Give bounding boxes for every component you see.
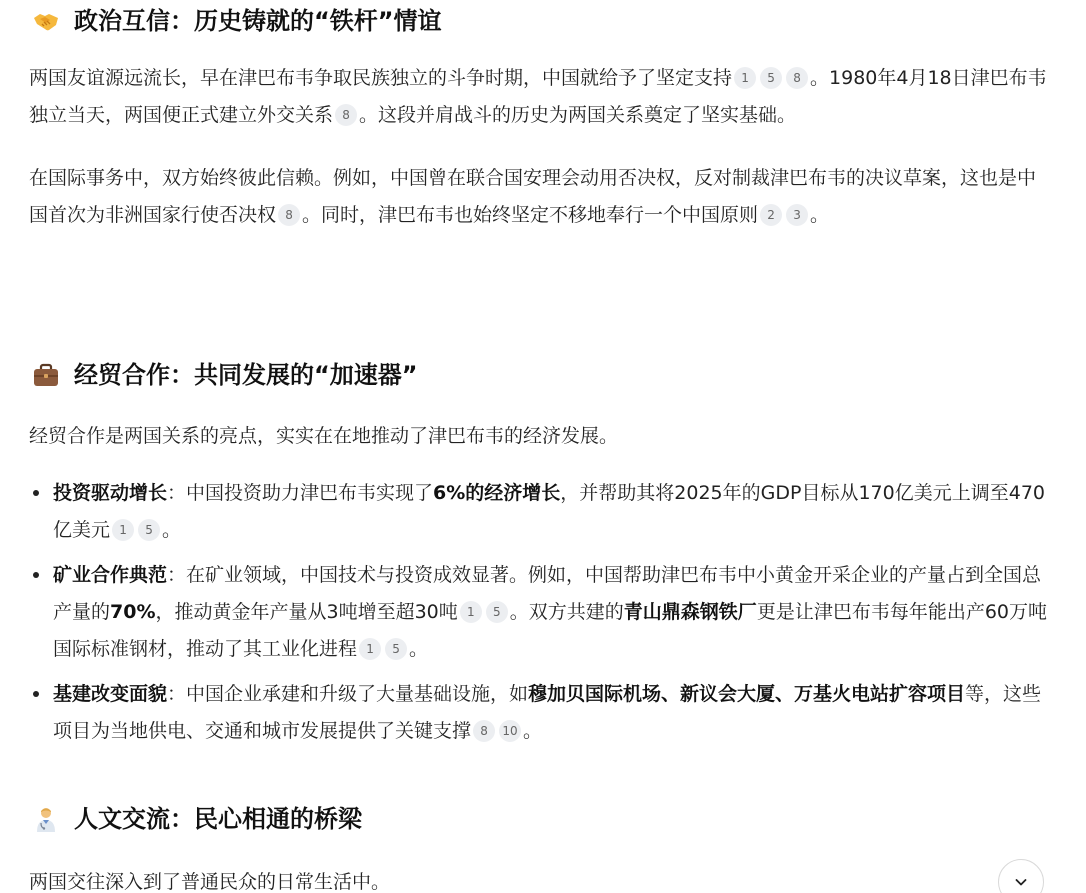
citation-badge[interactable]: 10 (499, 720, 521, 742)
list-item-text: 更是让津巴布韦每年能出产60万吨国际标准钢材，推动了其工业化进程 (53, 601, 1047, 660)
section-political-trust (29, 4, 1049, 234)
list-item-text: 等，这些项目为当地供电、交通和城市发展提供了关键支撑 (53, 683, 1042, 742)
paragraph-text: 两国友谊源远流长，早在津巴布韦争取民族独立的斗争时期，中国就给予了坚定支持 (29, 67, 733, 89)
list-item (29, 475, 1049, 549)
section-heading (29, 802, 1049, 836)
citation-badge[interactable]: 1 (460, 601, 482, 623)
list-item-text: 。双方共建的 (509, 601, 624, 623)
handshake-icon (32, 7, 60, 35)
list-item (29, 676, 1049, 750)
paragraph (29, 160, 1049, 234)
chevron-down-icon (1013, 874, 1029, 890)
section-heading (29, 4, 1049, 38)
list-item-text: 。 (162, 519, 182, 541)
citation-badge[interactable]: 1 (359, 638, 381, 660)
highlight-text: 70% (110, 601, 156, 623)
citation-badge[interactable]: 1 (734, 67, 756, 89)
highlight-text: 青山鼎森钢铁厂 (623, 601, 757, 623)
section-title: 人文交流：民心相通的桥梁 (74, 805, 362, 833)
citation-badge[interactable]: 5 (760, 67, 782, 89)
section-heading (29, 358, 1049, 392)
section-economic-cooperation (29, 358, 1049, 758)
citation-badge[interactable]: 2 (760, 204, 782, 226)
citation-badge[interactable]: 5 (385, 638, 407, 660)
list-item-text: ：在矿业领域，中国技术与投资成效显著。例如，中国帮助津巴布韦中小黄金开采企业的产量占到全国总产量的 (53, 564, 1042, 623)
paragraph (29, 60, 1049, 134)
citation-badge[interactable]: 8 (335, 104, 357, 126)
health-worker-icon (32, 805, 60, 833)
citation-badge[interactable]: 8 (278, 204, 300, 226)
highlight-text: 6%的经济增长 (433, 482, 561, 504)
paragraph-text: 。1980年4月18日津巴布韦独立当天，两国便正式建立外交关系 (29, 67, 1047, 126)
citation-badge[interactable]: 5 (138, 519, 160, 541)
section-title: 经贸合作：共同发展的“加速器” (74, 361, 418, 389)
section-intro: 经贸合作是两国关系的亮点，实实在在地推动了津巴布韦的经济发展。 (29, 425, 619, 447)
citation-badge[interactable]: 3 (786, 204, 808, 226)
citation-badge[interactable]: 5 (486, 601, 508, 623)
list-item-text: 。 (409, 638, 429, 660)
bullet-list (29, 475, 1049, 750)
citation-badge[interactable]: 8 (786, 67, 808, 89)
briefcase-icon (32, 361, 60, 389)
highlight-text: 穆加贝国际机场、新议会大厦、万基火电站扩容项目 (528, 683, 966, 705)
list-item-label: 基建改变面貌 (53, 683, 168, 705)
paragraph-text: 。同时，津巴布韦也始终坚定不移地奉行一个中国原则 (302, 204, 759, 226)
list-item-label: 投资驱动增长 (53, 482, 168, 504)
citation-badge[interactable]: 8 (473, 720, 495, 742)
list-item-text: ，推动黄金年产量从3吨增至超30吨 (155, 601, 458, 623)
list-item-text: ：中国投资助力津巴布韦实现了 (167, 482, 434, 504)
list-item (29, 557, 1049, 668)
paragraph-text: 。这段并肩战斗的历史为两国关系奠定了坚实基础。 (359, 104, 797, 126)
list-item-text: ，并帮助其将2025年的GDP目标从170亿美元上调至470亿美元 (53, 482, 1045, 541)
paragraph-text: 在国际事务中，双方始终彼此信赖。例如，中国曾在联合国安理会动用否决权，反对制裁津巴布韦的决议草案，这也是中国首次为非洲国家行使否决权 (29, 167, 1037, 226)
paragraph-text: 。 (810, 204, 830, 226)
list-item-label: 矿业合作典范 (53, 564, 168, 586)
section-intro: 两国交往深入到了普通民众的日常生活中。 (29, 871, 391, 893)
section-cultural-exchange (29, 802, 1049, 893)
list-item-text: ：中国企业承建和升级了大量基础设施，如 (167, 683, 529, 705)
citation-badge[interactable]: 1 (112, 519, 134, 541)
section-title: 政治互信：历史铸就的“铁杆”情谊 (74, 7, 442, 35)
list-item-text: 。 (523, 720, 543, 742)
